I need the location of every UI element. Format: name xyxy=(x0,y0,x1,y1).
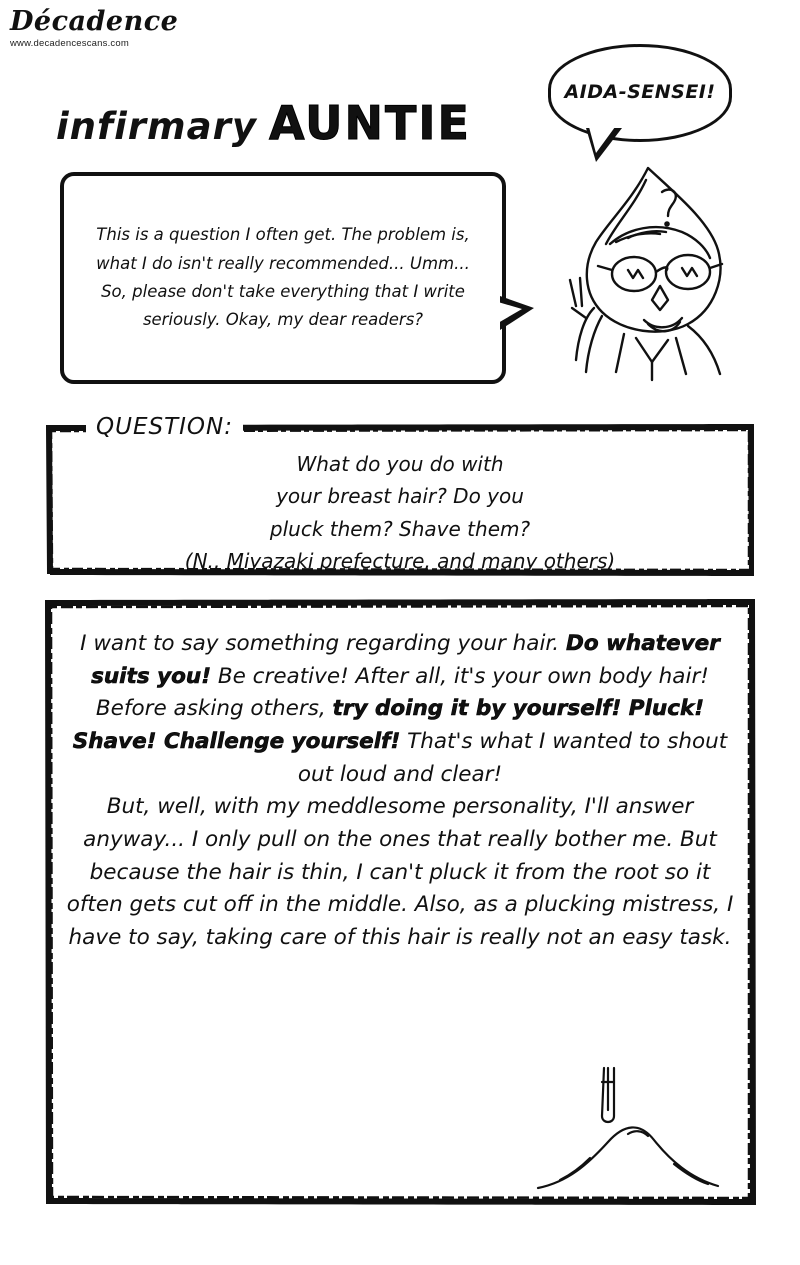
question-label: QUESTION: xyxy=(86,414,243,440)
answer-p1-emph-1: Do whatever suits you! xyxy=(91,631,720,689)
answer-p1-seg-e: That's what I wanted to shout out loud and clear! xyxy=(297,729,728,787)
page-title xyxy=(56,96,526,152)
page-title-word-auntie: AUNTIE xyxy=(268,96,471,150)
intro-speech-box xyxy=(60,172,506,384)
speech-bubble-aida-tail xyxy=(586,128,622,162)
answer-paragraph-2: But, well, with my meddlesome personality, I'll answer anyway... I only pull on the ones that really bother me. But because the hair is thin, I can't pluck it from the root so it often gets cut off in the middle. Also, as a plucking mistress, I have to say, taking care of this hair is really not an easy task. xyxy=(66,794,734,951)
scanlation-url: www.decadencescans.com xyxy=(10,38,129,49)
answer-text xyxy=(60,628,740,955)
scanlation-credit xyxy=(10,8,230,49)
question-attribution: (N., Miyazaki prefecture, and many others) xyxy=(184,549,616,574)
answer-p1-emph-2: try doing it by yourself! Pluck! Shave! Challenge yourself! xyxy=(72,696,705,755)
speech-bubble-aida-text: AIDA-SENSEI! xyxy=(564,81,716,104)
page-title-word-infirmary: infirmary xyxy=(56,105,257,148)
scanlation-logo: Décadence xyxy=(10,6,179,37)
answer-paragraph-1 xyxy=(60,628,740,791)
question-line-2: your breast hair? Do you xyxy=(276,484,524,509)
answer-p1-seg-c: Be creative! After all, it's your own body hair! Before asking others, xyxy=(95,663,709,722)
answer-p1-seg-a: I want to say something regarding your hair. xyxy=(80,631,566,656)
speech-bubble-aida xyxy=(548,44,732,142)
intro-speech-tail xyxy=(500,296,534,330)
intro-speech-text: This is a question I often get. The problem is, what I do isn't really recommended... Umm... So, please don't take everything that I write seriously. Okay, my dear readers? xyxy=(96,225,470,330)
question-line-3: pluck them? Shave them? xyxy=(269,516,531,541)
character-svg xyxy=(536,158,752,382)
doodle-svg xyxy=(528,1060,724,1196)
doodle-tweezers-illustration xyxy=(528,1060,724,1196)
question-text xyxy=(46,448,754,578)
character-illustration-aida-sensei xyxy=(536,158,752,382)
question-line-1: What do you do with xyxy=(296,452,504,476)
